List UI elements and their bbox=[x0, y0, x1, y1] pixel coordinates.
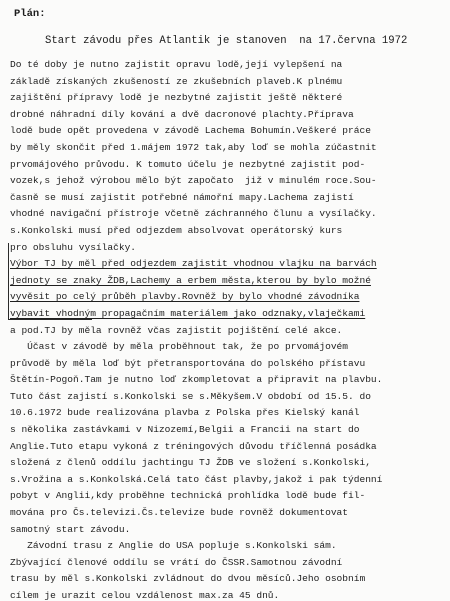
document-title: Plán: bbox=[14, 8, 46, 20]
text-line-32: trasu by měl s.Konkolski zvládnout do dvou měsíců.Jeho osobním bbox=[10, 573, 366, 585]
text-line-4: drobné náhradní díly kování a dvě dacronové plachty.Příprava bbox=[10, 108, 354, 120]
text-line-7: prvomájového průvodu. K tomuto účelu je nezbytné zajistit pod- bbox=[10, 158, 366, 170]
text-line-29: samotný start závodu. bbox=[10, 523, 131, 535]
text-line-23: s několika zastávkami v Nizozemí,Belgii a Francii na start do bbox=[10, 424, 360, 436]
text-line-18: Účast v závodě by měla proběhnout tak, že po prvomájovém bbox=[10, 341, 349, 353]
text-line-3: zajištění přípravy lodě je nezbytné zajistit ještě některé bbox=[10, 92, 343, 104]
text-line-19: průvodě by měla loď být přetransportována do polského přístavu bbox=[10, 357, 366, 369]
text-line-10: vhodné navigační přístroje včetně záchranného člunu a vysílačky. bbox=[10, 208, 377, 220]
text-line-22: 10.6.1972 bude realizována plavba z Polska přes Kielský kanál bbox=[10, 407, 360, 419]
text-line-15: vyvěsit po celý průběh plavby.Rovněž by bylo vhodné závodníka bbox=[10, 291, 360, 303]
margin-bracket-line bbox=[8, 243, 9, 319]
text-line-25: složená z členů oddílu jachtingu TJ ŽDB ve složení s.Konkolski, bbox=[10, 457, 371, 469]
text-line-11: s.Konkolski musí před odjezdem absolvovat operátorský kurs bbox=[10, 224, 343, 236]
document-body bbox=[10, 57, 448, 601]
text-line-14: jednoty se znaky ŽDB,Lachemy a erbem města,kterou by bylo možné bbox=[10, 274, 371, 286]
text-line-24: Anglie.Tuto etapu vykoná z tréningových důvodu tříčlenná posádka bbox=[10, 440, 377, 452]
text-line-12: pro obsluhu vysílačky. bbox=[10, 241, 137, 253]
text-line-21: Tuto část zajistí s.Konkolski se s.Měkyšem.V období od 15.5. do bbox=[10, 390, 371, 402]
text-line-5: lodě bude opět provedena v závodě Lachema Bohumín.Veškeré práce bbox=[10, 125, 371, 137]
text-line-9: časně se musí zajistit potřebné námořní mapy.Lachema zajistí bbox=[10, 191, 354, 203]
text-line-2: základě získaných zkušeností ze zkušebních plaveb.K plnému bbox=[10, 75, 343, 87]
text-line-28: mována pro Čs.televizi.Čs.televize bude rovněž dokumentovat bbox=[10, 507, 349, 519]
text-line-8: vozek,s jehož výrobou mělo být započato již v minulém roce.Sou- bbox=[10, 175, 377, 187]
text-line-6: by měly skončit před 1.májem 1972 tak,aby loď se mohla zúčastnit bbox=[10, 141, 377, 153]
text-line-1: Do té doby je nutno zajistit opravu lodě,její vylepšení na bbox=[10, 59, 343, 70]
text-line-31: Zbývající členové oddílu se vrátí do ČSSR.Samotnou závodní bbox=[10, 556, 343, 568]
text-line-33: cílem je urazit celou vzdálenost max.za 45 dnů. bbox=[10, 590, 280, 601]
text-line-16: vybavit vhodným propagačním materiálem jako odznaky,vlaječkami bbox=[10, 307, 366, 319]
text-line-13: Výbor TJ by měl před odjezdem zajistit vhodnou vlajku na barvách bbox=[10, 258, 377, 270]
text-line-17: a pod.TJ by měla rovněž včas zajistit pojištění celé akce. bbox=[10, 324, 343, 336]
text-line-30: Závodní trasu z Anglie do USA popluje s.Konkolski sám. bbox=[10, 540, 337, 552]
text-line-20: Štětín-Pogoň.Tam je nutno loď zkompletovat a připravit na plavbu. bbox=[10, 374, 383, 386]
text-line-26: s.Vrožina a s.Konkolská.Celá tato část plavby,jakož i pak týdenní bbox=[10, 473, 383, 485]
document-heading: Start závodu přes Atlantik je stanoven na 17.června 1972 bbox=[45, 35, 408, 47]
text-line-27: pobyt v Anglii,kdy proběhne technická prohlídka lodě bude fil- bbox=[10, 490, 366, 502]
